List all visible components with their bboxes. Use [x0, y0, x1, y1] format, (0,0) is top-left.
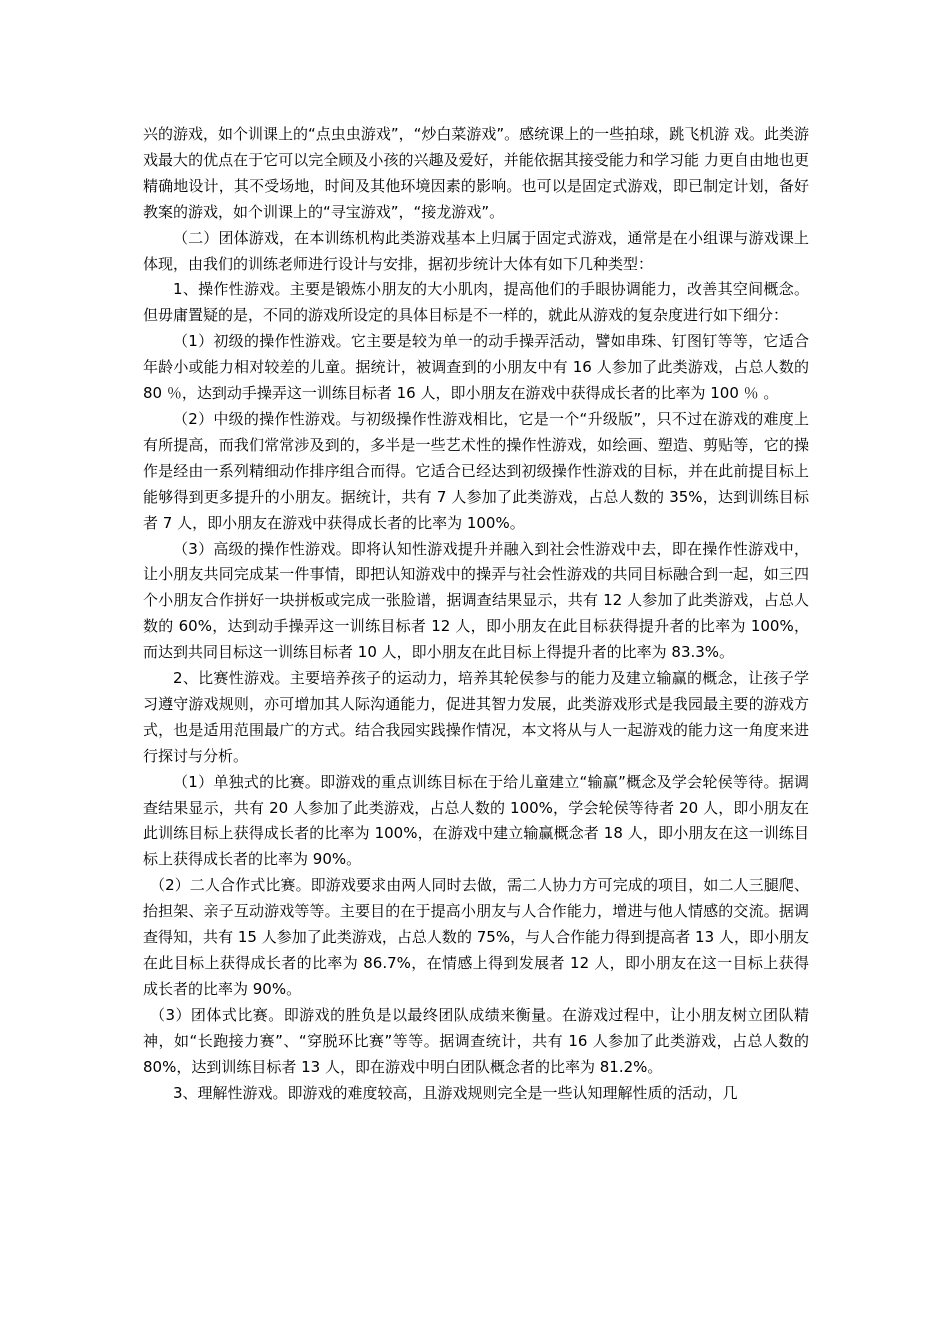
paragraph: 兴的游戏，如个训课上的“点虫虫游戏”，“炒白菜游戏”。感统课上的一些拍球，跳飞机游 戏。此类游戏最大的优点在于它可以完全顾及小孩的兴趣及爱好，并能依据其接受能力和学习能 力更自由地也更精确地设计，其不受场地，时间及其他环境因素的影响。也可以是固定式游戏，即已制定计划，备好教案的游戏，如个训课上的“寻宝游戏”，“接龙游戏”。	[143, 125, 809, 221]
paragraph: 2、比赛性游戏。主要培养孩子的运动力，培养其轮侯参与的能力及建立输赢的概念，让孩子学习遵守游戏规则，亦可增加其人际沟通能力，促进其智力发展，此类游戏形式是我园最主要的游戏方式，也是适用范围最广的方式。结合我园实践操作情况，本文将从与人一起游戏的能力这一角度来进行探讨与分析。	[143, 669, 809, 765]
paragraph: （3）团体式比赛。即游戏的胜负是以最终团队成绩来衡量。在游戏过程中，让小朋友树立团队精神，如“长跑接力赛”、“穿脱环比赛”等等。据调查统计，共有 16 人参加了此类游戏，占总人数的 80%，达到训练目标者 13 人，即在游戏中明白团队概念者的比率为 81.2%。	[143, 1005, 809, 1076]
paragraph: （2）二人合作式比赛。即游戏要求由两人同时去做，需二人协力方可完成的项目，如二人三腿爬、抬担架、亲子互动游戏等等。主要目的在于提高小朋友与人合作能力，增进与他人情感的交流。据调查得知，共有 15 人参加了此类游戏，占总人数的 75%，与人合作能力得到提高者 13 人，即小朋友在此目标上获得成长者的比率为 86.7%，在情感上得到发展者 12 人，即小朋友在这一目标上获得成长者的比率为 90%。	[143, 876, 809, 998]
paragraph: （二）团体游戏，在本训练机构此类游戏基本上归属于固定式游戏，通常是在小组课与游戏课上体现，由我们的训练老师进行设计与安排，据初步统计大体有如下几种类型：	[143, 228, 809, 273]
paragraph: （2）中级的操作性游戏。与初级操作性游戏相比，它是一个“升级版”，只不过在游戏的难度上有所提高，而我们常常涉及到的，多半是一些艺术性的操作性游戏，如绘画、塑造、剪贴等，它的操作是经由一系列精细动作排序组合而得。它适合已经达到初级操作性游戏的目标，并在此前提目标上能够得到更多提升的小朋友。据统计，共有 7 人参加了此类游戏，占总人数的 35%，达到训练目标者 7 人，即小朋友在游戏中获得成长者的比率为 100%。	[143, 409, 809, 532]
document-body	[143, 122, 809, 1106]
paragraph: （3）高级的操作性游戏。即将认知性游戏提升并融入到社会性游戏中去，即在操作性游戏中，让小朋友共同完成某一件事情，即把认知游戏中的操弄与社会性游戏的共同目标融合到一起，如三四个小朋友合作拼好一块拼板或完成一张脸谱，据调查结果显示，共有 12 人参加了此类游戏，占总人数的 60%，达到动手操弄这一训练目标者 12 人，即小朋友在此目标获得提升者的比率为 100%，而达到共同目标这一训练目标者 10 人，即小朋友在此目标上得提升者的比率为 83.3%。	[143, 539, 809, 662]
paragraph: 1、操作性游戏。主要是锻炼小朋友的大小肌肉，提高他们的手眼协调能力，改善其空间概念。但毋庸置疑的是，不同的游戏所设定的具体目标是不一样的，就此从游戏的复杂度进行如下细分：	[143, 280, 809, 325]
paragraph: （1）初级的操作性游戏。它主要是较为单一的动手操弄活动，譬如串珠、钉图钉等等，它适合年龄小或能力相对较差的儿童。据统计，被调查到的小朋友中有 16 人参加了此类游戏，占总人数的 80 ％，达到动手操弄这一训练目标者 16 人，即小朋友在游戏中获得成长者的比率为 100 ％ 。	[143, 332, 809, 403]
paragraph: 3、理解性游戏。即游戏的难度较高，且游戏规则完全是一些认知理解性质的活动，几	[173, 1083, 738, 1102]
paragraph: （1）单独式的比赛。即游戏的重点训练目标在于给儿童建立“输赢”概念及学会轮侯等待。据调查结果显示，共有 20 人参加了此类游戏，占总人数的 100%，学会轮侯等待者 20 人，即小朋友在此训练目标上获得成长者的比率为 100%，在游戏中建立输赢概念者 18 人，即小朋友在这一训练目标上获得成长者的比率为 90%。	[143, 772, 809, 869]
